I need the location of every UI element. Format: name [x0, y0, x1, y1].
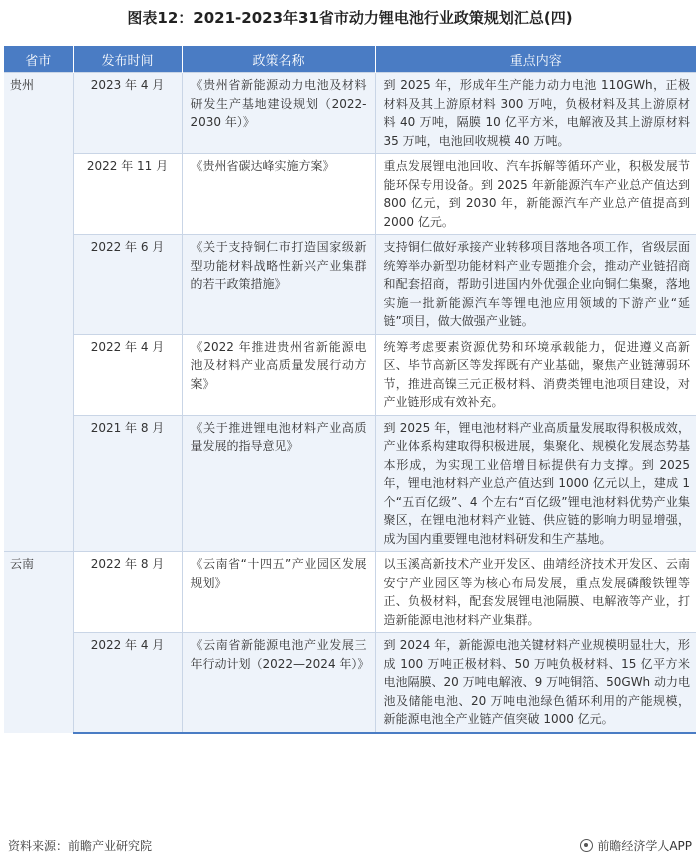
policy-cell: 《云南省“十四五”产业园区发展规划》: [182, 552, 375, 633]
chart-title: 图表12：2021-2023年31省市动力锂电池行业政策规划汇总(四): [127, 9, 573, 27]
date-cell: 2022 年 6 月: [73, 235, 182, 335]
date-cell: 2022 年 4 月: [73, 633, 182, 733]
header-date: 发布时间: [73, 46, 182, 73]
policy-cell: 《贵州省新能源动力电池及材料研发生产基地建设规划（2022-2030 年）》: [182, 73, 375, 154]
date-cell: 2022 年 4 月: [73, 334, 182, 415]
province-cell: 云南: [4, 552, 73, 733]
table-row: [4, 633, 696, 733]
brand-label: 前瞻经济学人APP: [597, 839, 692, 853]
brand-logo-icon: [580, 839, 593, 852]
policy-cell: 《关于推进锂电池材料产业高质量发展的指导意见》: [182, 415, 375, 552]
policy-cell: 《2022 年推进贵州省新能源电池及材料产业高质量发展行动方案》: [182, 334, 375, 415]
table-header-row: [4, 46, 696, 73]
province-cell: 贵州: [4, 73, 73, 552]
brand-credit: [580, 837, 692, 854]
date-cell: 2022 年 11 月: [73, 154, 182, 235]
policy-table: [4, 46, 696, 734]
content-cell: 到 2025 年，形成年生产能力动力电池 110GWh，正极材料及其上游原材料 300 万吨，负极材料及其上游原材料 40 万吨，隔膜 10 亿平方米，电解液及其上游原材料 35 万吨，电池回收规模 40 万吨。: [375, 73, 696, 154]
source-note: 资料来源：前瞻产业研究院: [8, 839, 153, 853]
table-row: [4, 235, 696, 335]
content-cell: 到 2025 年，锂电池材料产业高质量发展取得积极成效，产业体系构建取得积极进展，集聚化、规模化发展态势基本形成，为实现工业倍增目标提供有力支撑。到 2025 年，锂电池材料产业总产值达到 1000 亿元以上，建成 1 个“五百亿级”、4 个左右“百亿级”锂电池材料优势产业集聚区，在锂电池材料产业链、供应链的影响力明显增强，成为国内重要锂电池材料研发和生产基地。: [375, 415, 696, 552]
table-row: [4, 154, 696, 235]
policy-cell: 《关于支持铜仁市打造国家级新型功能材料战略性新兴产业集群的若干政策措施》: [182, 235, 375, 335]
table-row: [4, 552, 696, 633]
header-content: 重点内容: [375, 46, 696, 73]
table-row: [4, 415, 696, 552]
table-row: [4, 334, 696, 415]
date-cell: 2021 年 8 月: [73, 415, 182, 552]
table-row: [4, 73, 696, 154]
content-cell: 统筹考虑要素资源优势和环境承载能力，促进遵义高新区、毕节高新区等发挥既有产业基础，聚焦产业链薄弱环节，推进高镍三元正极材料、消费类锂电池项目建设，对产业链形成有效补充。: [375, 334, 696, 415]
date-cell: 2022 年 8 月: [73, 552, 182, 633]
content-cell: 重点发展锂电池回收、汽车拆解等循环产业，积极发展节能环保专用设备。到 2025 年新能源汽车产业总产值达到 800 亿元，到 2030 年，新能源汽车产业总产值提高到 2000 亿元。: [375, 154, 696, 235]
header-province: 省市: [4, 46, 73, 73]
content-cell: 以玉溪高新技术产业开发区、曲靖经济技术开发区、云南安宁产业园区等为核心布局发展，重点发展磷酸铁锂等正、负极材料，配套发展锂电池隔膜、电解液等产业，打造新能源电池材料产业集群。: [375, 552, 696, 633]
header-policy: 政策名称: [182, 46, 375, 73]
policy-cell: 《贵州省碳达峰实施方案》: [182, 154, 375, 235]
date-cell: 2023 年 4 月: [73, 73, 182, 154]
content-cell: 到 2024 年，新能源电池关键材料产业规模明显壮大，形成 100 万吨正极材料、50 万吨负极材料、15 亿平方米电池隔膜、20 万吨电解液、9 万吨铜箔、50GWh 动力电池及储能电池、20 万吨电池绿色循环利用的产能规模，新能源电池全产业链产值突破 1000 亿元。: [375, 633, 696, 733]
content-cell: 支持铜仁做好承接产业转移项目落地各项工作，省级层面统筹举办新型功能材料产业专题推介会，推动产业链招商和配套招商，帮助引进国内外优强企业向铜仁集聚，落地实施一批新能源汽车等锂电池应用领域的下游产业“延链”项目，做大做强产业链。: [375, 235, 696, 335]
policy-cell: 《云南省新能源电池产业发展三年行动计划（2022—2024 年）》: [182, 633, 375, 733]
